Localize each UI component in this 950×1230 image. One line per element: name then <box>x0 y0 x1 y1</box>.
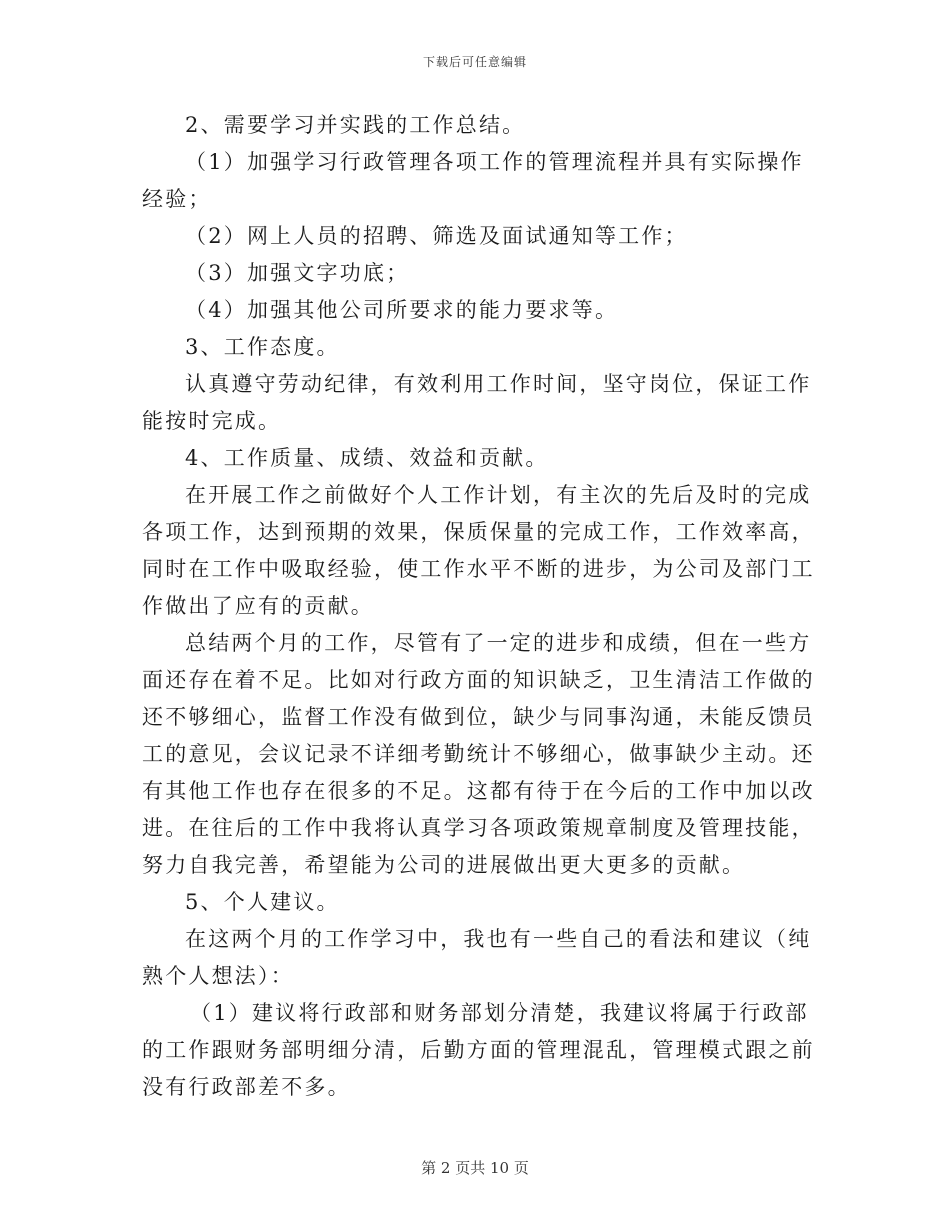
section-heading-3: 3、工作态度。 <box>185 335 340 359</box>
list-item-4: （4）加强其他公司所要求的能力要求等。 <box>185 298 619 322</box>
list-item-1: （1）加强学习行政管理各项工作的管理流程并具有实际操作经验； <box>142 150 804 211</box>
document-body <box>142 107 822 1106</box>
work-quality-paragraph: 在开展工作之前做好个人工作计划，有主次的先后及时的完成各项工作，达到预期的效果，保质保量的完成工作，工作效率高，同时在工作中吸取经验，使工作水平不断的进步，为公司及部门工作做出了应有的贡献。 <box>142 483 815 618</box>
section-heading-5: 5、个人建议。 <box>185 890 340 914</box>
summary-paragraph: 总结两个月的工作，尽管有了一定的进步和成绩，但在一些方面还存在着不足。比如对行政方面的知识缺乏，卫生清洁工作做的还不够细心，监督工作没有做到位，缺少与同事沟通，未能反馈员工的意见，会议记录不详细考勤统计不够细心，做事缺少主动。还有其他工作也存在很多的不足。这都有待于在今后的工作中加以改进。在往后的工作中我将认真学习各项政策规章制度及管理技能，努力自我完善，希望能为公司的进展做出更大更多的贡献。 <box>142 631 815 877</box>
suggestion-intro-paragraph: 在这两个月的工作学习中，我也有一些自己的看法和建议（纯熟个人想法）： <box>142 927 812 988</box>
section-heading-4: 4、工作质量、成绩、效益和贡献。 <box>185 446 549 470</box>
section-heading-2: 2、需要学习并实践的工作总结。 <box>185 113 526 137</box>
list-item-3: （3）加强文字功底； <box>185 261 410 285</box>
list-item-2: （2）网上人员的招聘、筛选及面试通知等工作； <box>185 224 688 248</box>
work-attitude-paragraph: 认真遵守劳动纪律，有效利用工作时间，坚守岗位，保证工作能按时完成。 <box>142 372 812 433</box>
page-number-footer: 第 2 页共 10 页 <box>421 1159 529 1177</box>
page-header: 下载后可任意编辑 <box>422 55 527 69</box>
suggestion-item-1: （1）建议将行政部和财务部划分清楚，我建议将属于行政部的工作跟财务部明细分清，后勤方面的管理混乱，管理模式跟之前没有行政部差不多。 <box>142 1001 815 1099</box>
